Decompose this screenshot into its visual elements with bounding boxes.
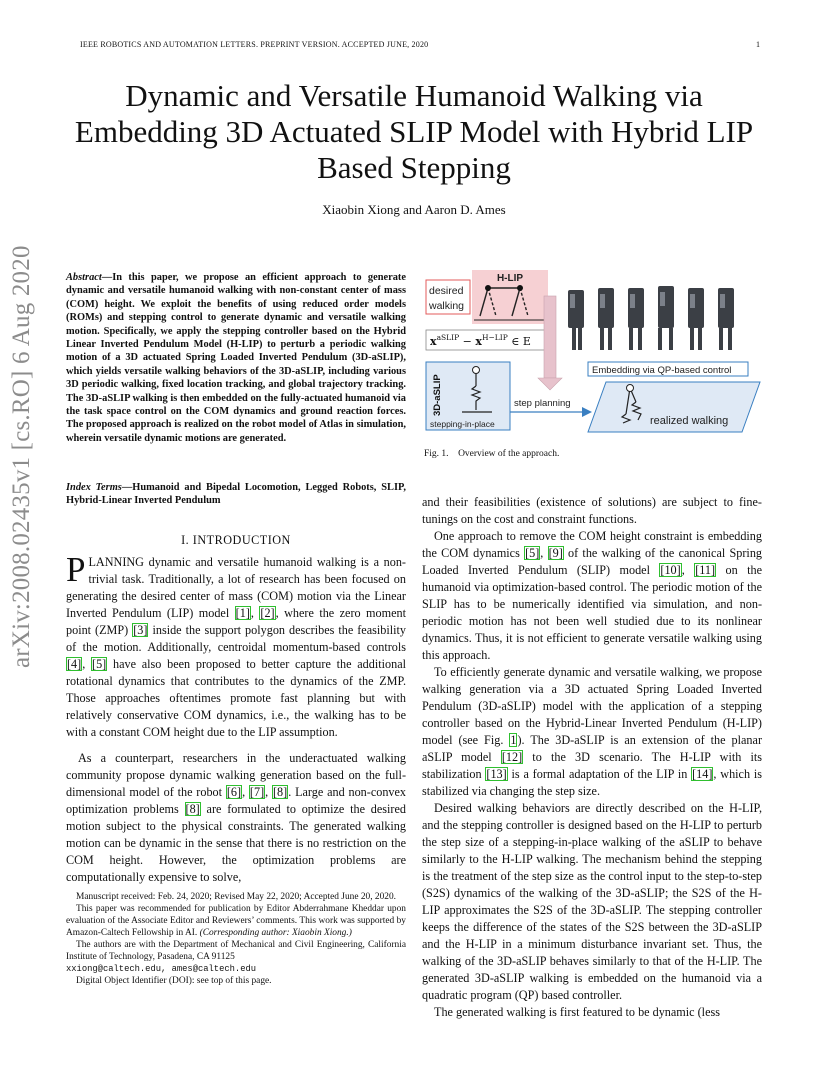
embedding-label: Embedding via QP-based control xyxy=(592,365,732,376)
abstract-text: —In this paper, we propose an efficient approach to generate dynamic and versatile humanoid walking with non-constant center of mass (COM) height. We exploit the benefits of using reduced order models (ROMs) and stepping control to generate dynamic and versatile walking motion. Specifically, we apply the stepping controller based on the Hybrid Linear Inverted Pendulum Model (H-LIP) to perturb a periodic walking motion of a 3D actuated Spring Loaded Inverted Pendulum (3D-aSLIP), which yields versatile walking behaviors of the 3D-aSLIP, including various 3D periodic walking, fixed location tracking, and global trajectory tracking. The 3D-aSLIP walking is then embedded on the fully-actuated humanoid via the task space control on the COM dynamics and ground reaction forces. The proposed approach is realized on the robot model of Atlas in simulation, wherein versatile dynamic motions are generated. xyxy=(66,272,406,444)
intro-paragraph-1 xyxy=(66,550,407,741)
citation-link[interactable]: [13] xyxy=(486,767,507,781)
citation-link[interactable]: [3] xyxy=(133,623,148,637)
authors: Xiaobin Xiong and Aaron D. Ames xyxy=(322,202,506,217)
citation-link[interactable]: [8] xyxy=(185,802,200,816)
text-run: One approach to remove the COM height constraint is embedding the COM dynamics xyxy=(422,529,762,560)
citation-link[interactable]: [14] xyxy=(692,767,713,781)
desired-walking-text: desired xyxy=(429,285,464,297)
caption-text: Overview of the approach. xyxy=(458,449,560,459)
step-planning-arrow-head xyxy=(582,407,592,417)
running-head: IEEE ROBOTICS AND AUTOMATION LETTERS. PREPRINT VERSION. ACCEPTED JUNE, 2020 xyxy=(80,40,429,49)
footnote-manuscript: Manuscript received: Feb. 24, 2020; Revised May 22, 2020; Accepted June 20, 2020. xyxy=(76,892,396,902)
text-run: , which is stabilized via changing the step size. xyxy=(422,767,762,798)
paragraph xyxy=(422,528,762,664)
citation-link[interactable]: [12] xyxy=(501,750,523,764)
text-run: , xyxy=(82,657,92,671)
dropcap: P xyxy=(66,550,86,589)
figure-caption xyxy=(424,449,764,459)
footnote-affiliation xyxy=(66,939,406,975)
text-run: To efficiently generate dynamic and versatile walking, we propose walking generation via a 3D actuated Spring Loaded Inverted Pendulum (3D-aSLIP) model with the application of a stepping controller based on the Hybrid-Linear Inverted Pendulum (H-LIP) model (see Fig. xyxy=(422,665,762,747)
hlip-mass-icon xyxy=(517,285,523,291)
citation-link[interactable]: [7] xyxy=(249,785,265,799)
text-run: , xyxy=(265,785,272,799)
text-run: . Large and non-convex optimization problems xyxy=(66,785,407,816)
citation-link[interactable]: [5] xyxy=(92,657,107,671)
figure-diagram xyxy=(422,266,764,436)
figure-1 xyxy=(422,266,764,436)
figure-link[interactable]: 1 xyxy=(510,733,517,747)
hlip-mass-icon xyxy=(485,285,491,291)
realized-walking-label: realized walking xyxy=(650,415,729,427)
page-number: 1 xyxy=(756,40,760,49)
planning-arrow xyxy=(544,296,556,378)
citation-link[interactable]: [2] xyxy=(260,606,275,620)
text-run: LANNING dynamic and versatile humanoid walking is a non-trivial task. Traditionally, a lot of research has been focused on generating the desired center of mass (COM) motion via the Linear Inverted Pendulum (LIP) model xyxy=(66,555,406,620)
footnotes xyxy=(66,891,406,987)
text-run: , xyxy=(250,606,260,620)
aslip-mass-icon xyxy=(473,367,480,374)
text-run: are formulated to optimize the desired motion subject to the physical constraints. The generated walking motion can be dynamic in the sense that there is no restriction on the COM height. However, the optimization problems are computationally expensive to solve, xyxy=(66,802,406,884)
aslip-label: 3D-aSLIP xyxy=(432,374,443,416)
right-column xyxy=(422,494,762,1021)
text-run: of the walking of the canonical Spring Loaded Inverted Pendulum (SLIP) model xyxy=(422,546,763,577)
index-terms-label: Index Terms xyxy=(66,482,122,493)
stepping-in-place-label: stepping-in-place xyxy=(430,419,495,429)
text-run: ). The 3D-aSLIP is an extension of the planar aSLIP model xyxy=(422,733,762,764)
abstract-label: Abstract xyxy=(66,272,102,283)
citation-link[interactable]: [1] xyxy=(235,606,250,620)
error-set-formula: $x^{aSLIP} - x^{H-LIP}$ ∈ E xyxy=(430,333,531,348)
citation-link[interactable]: [10] xyxy=(660,563,681,577)
text-run: , xyxy=(242,785,249,799)
paragraph xyxy=(422,664,762,800)
desired-walking-text: walking xyxy=(429,300,465,312)
index-terms-text: —Humanoid and Bipedal Locomotion, Legged Robots, SLIP, Hybrid-Linear Inverted Pendulum xyxy=(66,482,406,507)
corresponding-author: (Corresponding author: Xiaobin Xiong.) xyxy=(199,928,352,938)
footnote-recommendation xyxy=(66,903,406,939)
citation-link[interactable]: [4] xyxy=(67,657,82,671)
author-emails[interactable]: xxiong@caltech.edu, ames@caltech.edu xyxy=(66,964,257,974)
text-run: on the humanoid via optimization-based control. The periodic motion of the SLIP has to be numerically identified via simulation, and non-periodic motion has not been well studied due to its nonlinear dynamics. Thus, it is not efficient to generate versatile walking using this approach. xyxy=(422,563,763,662)
citation-link[interactable]: [6] xyxy=(226,785,242,799)
planning-arrow-head xyxy=(538,378,562,390)
hlip-label: H-LIP xyxy=(496,273,524,284)
paper-title: Dynamic and Versatile Humanoid Walking via Embedding 3D Actuated SLIP Model with Hybrid LIP Based Stepping xyxy=(74,78,754,185)
index-terms xyxy=(66,481,406,508)
text-run: This paper was recommended for publication by Editor Abderrahmane Kheddar upon evaluation of the Associate Editor and Reviewers’ comments. This work was supported by Amazon-Caltech Fellowship in AI. xyxy=(66,904,406,938)
paragraph: and their feasibilities (existence of solutions) are subject to fine-tunings on the cost and constraint functions. xyxy=(422,495,762,526)
section-heading: I. INTRODUCTION xyxy=(181,533,291,547)
text-run: , where the zero moment point (ZMP) xyxy=(66,606,407,637)
text-run: The authors are with the Department of Mechanical and Civil Engineering, California Institute of Technology, Pasadena, CA 91125 xyxy=(66,940,406,962)
citation-link[interactable]: [11] xyxy=(695,563,716,577)
text-run: inside the support polygon describes the feasibility of the motion. Additionally, centroidal momentum-based controls xyxy=(66,623,406,654)
text-run: , xyxy=(681,563,695,577)
caption-number: Fig. 1. xyxy=(424,449,449,459)
citation-link[interactable]: [9] xyxy=(548,546,563,560)
citation-link[interactable]: [5] xyxy=(525,546,540,560)
text-run: As a counterpart, researchers in the underactuated walking community propose dynamic walking generation based on the full-dimensional model of the robot xyxy=(66,751,406,799)
text-run: to the 3D scenario. The H-LIP with its stabilization xyxy=(422,750,763,781)
text-run: , xyxy=(540,546,548,560)
text-run: have also been proposed to better capture the additional rotational dynamics that contributes to the dynamics of the ZMP. Those approaches oftentimes promote fast planning but with relatively conservative COM dynamics, i.e., the walking has to be with a constant COM height due to the LIP assumption. xyxy=(66,657,406,739)
arxiv-stamp: arXiv:2008.02435v1 [cs.RO] 6 Aug 2020 xyxy=(8,245,35,668)
abstract xyxy=(66,271,406,445)
intro-paragraph-2 xyxy=(66,750,406,886)
text-run: is a formal adaptation of the LIP in xyxy=(507,767,692,781)
paragraph: Desired walking behaviors are directly described on the H-LIP, and the stepping controller is designed based on the H-LIP to perturb the step size of a stepping-in-place walking of the aSLIP to behave similarly to the H-LIP walking. The mechanism behind the stepping is the treatment of the step size as the control input to the step-to-step (S2S) dynamics of the walking of the 3D-aSLIP; the S2S of the H-LIP approximates the S2S of the 3D-aSLIP. The stepping controller keeps the difference of the states of the S2S between the 3D-aSLIP and the H-LIP in a minimum disturbance invariant set. Thus, the walking of the 3D-aSLIP behaves similarly to that of the H-LIP. The generated 3D-aSLIP walking is embedded on the humanoid via a quadratic program (QP) based controller. xyxy=(422,801,762,1002)
citation-link[interactable]: [8] xyxy=(273,785,288,799)
realized-mass-icon xyxy=(627,385,634,392)
step-planning-label: step planning xyxy=(514,398,571,409)
paragraph: The generated walking is first featured to be dynamic (less xyxy=(434,1005,720,1019)
footnote-doi: Digital Object Identifier (DOI): see top of this page. xyxy=(76,976,272,986)
